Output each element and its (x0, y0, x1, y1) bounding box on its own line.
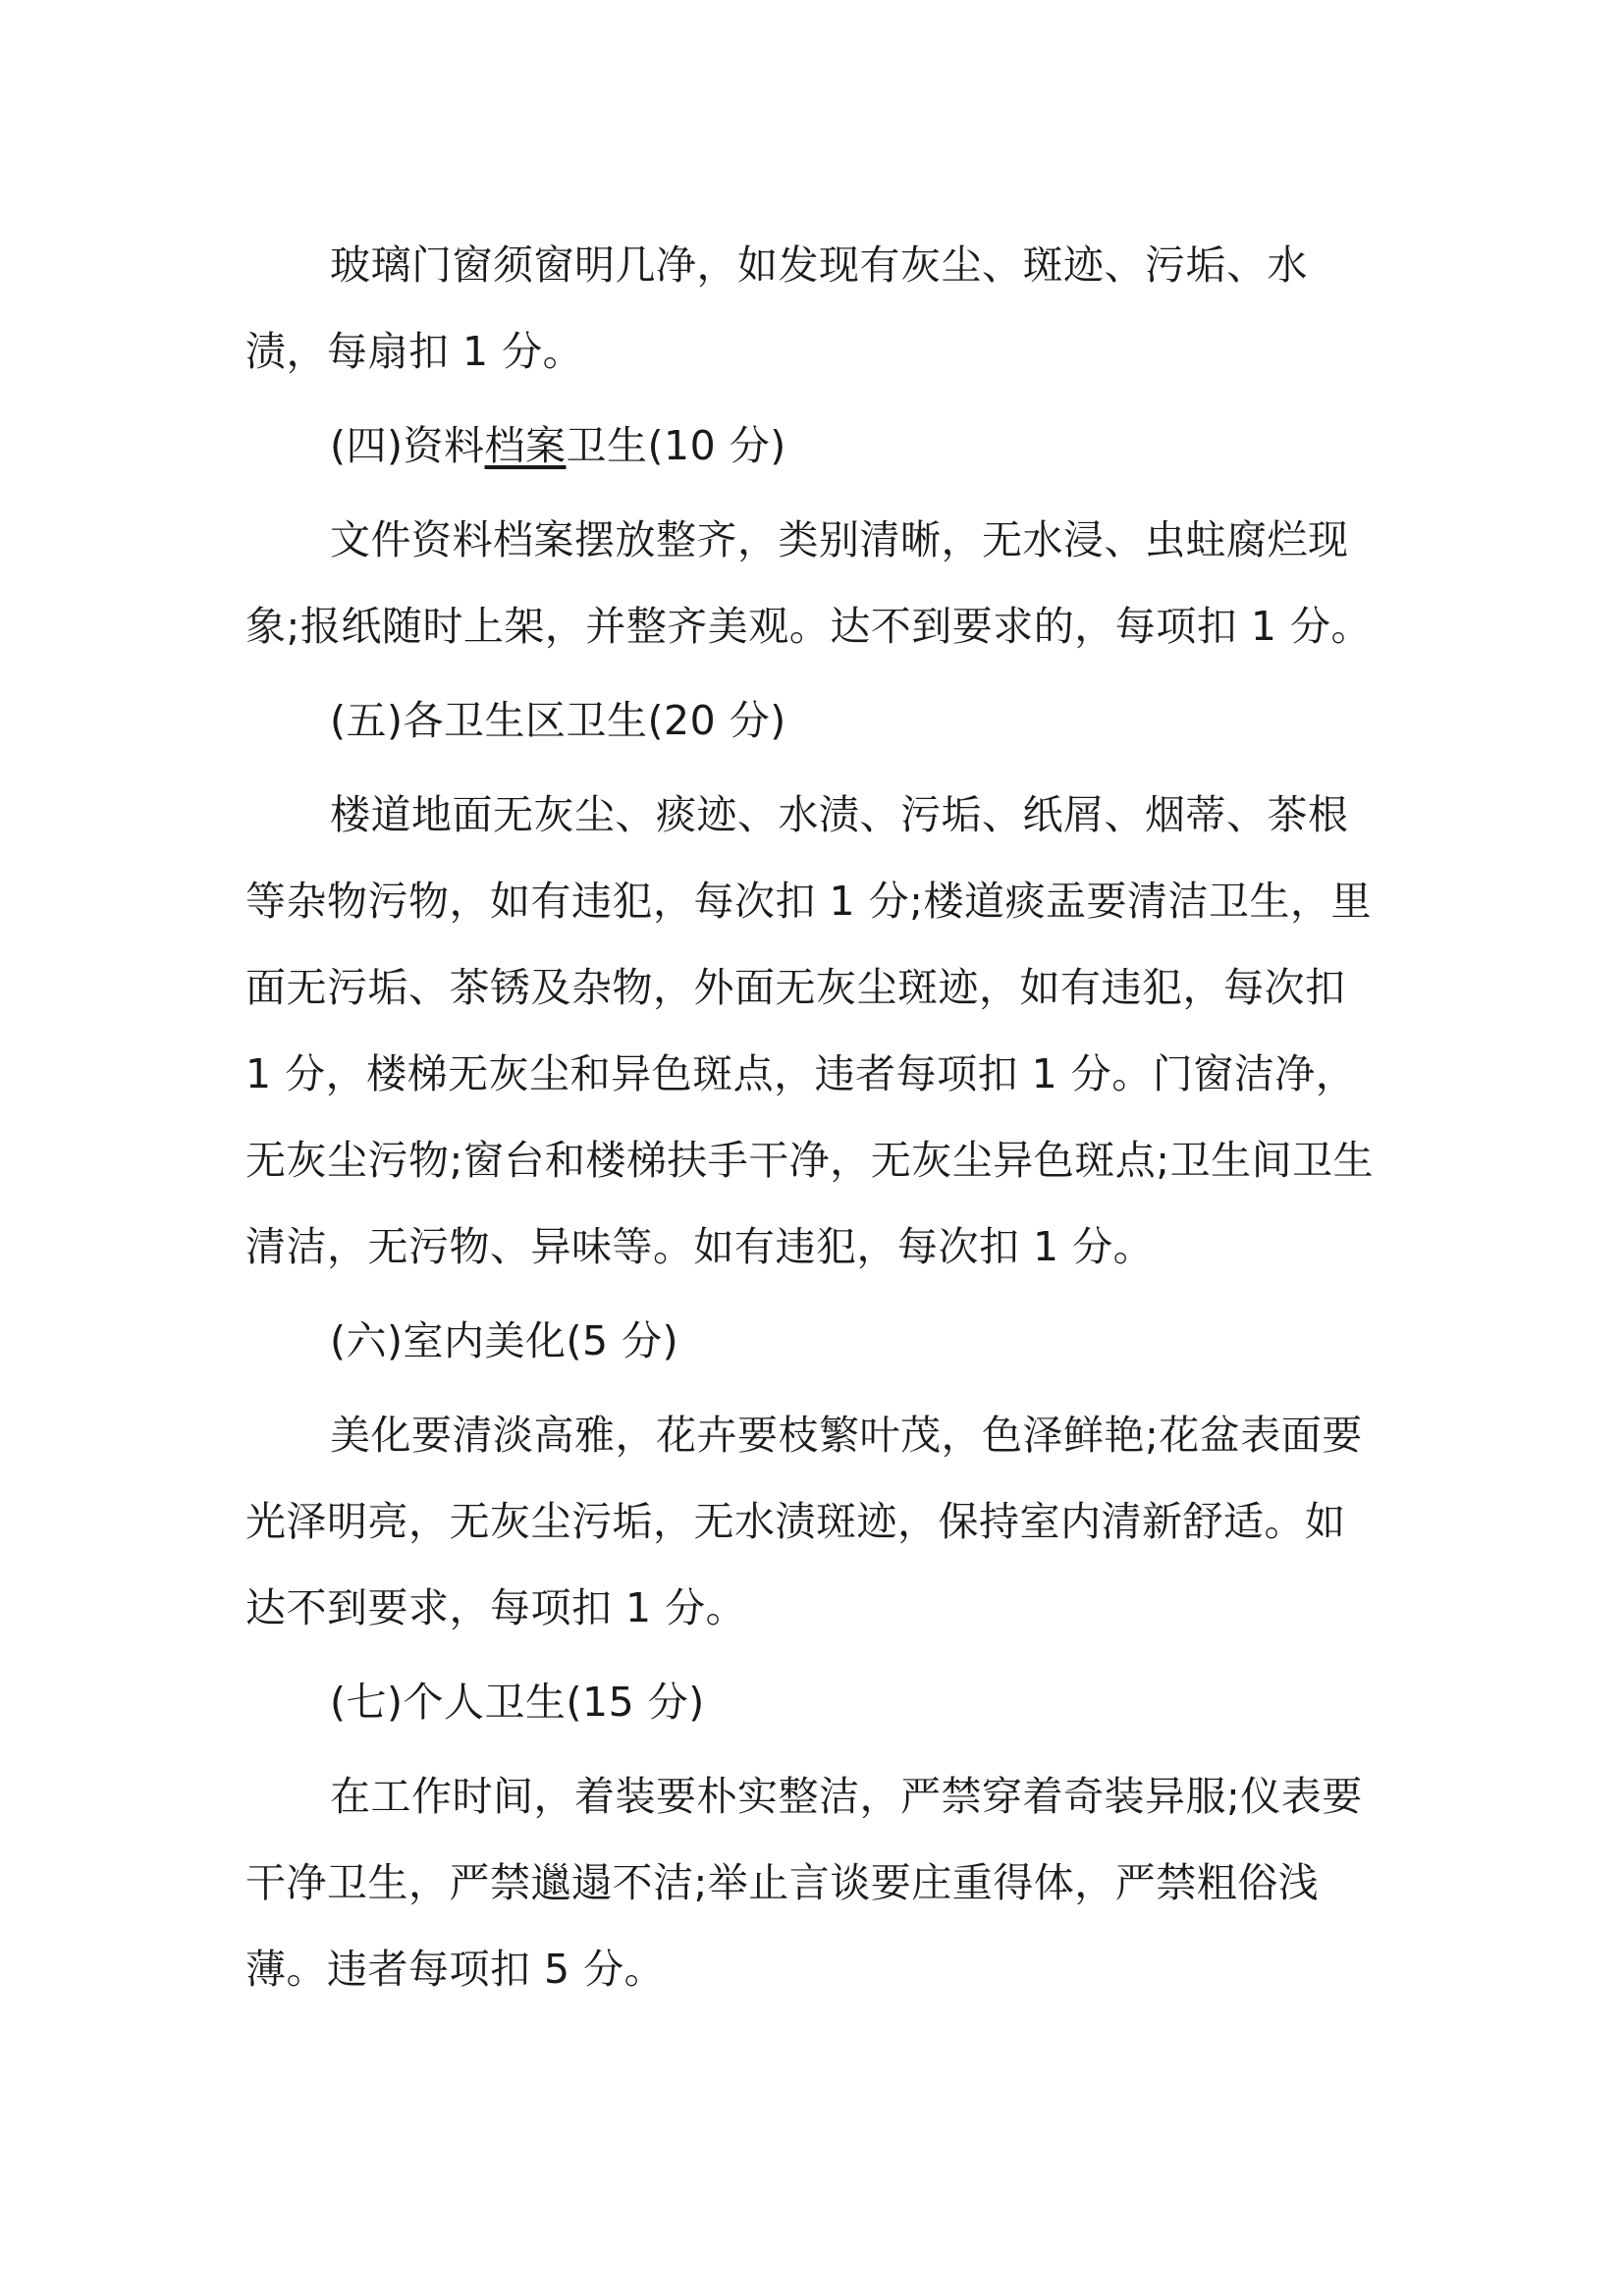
heading-indoor-beautification: (六)室内美化(5 分) (330, 1317, 679, 1364)
document-page (245, 222, 1384, 2012)
paragraph-glass-doors: 玻璃门窗须窗明几净，如发现有灰尘、斑迹、污垢、水渍，每扇扣 1 分。 (245, 241, 1308, 375)
heading-archive-prefix: (四)资料 (330, 422, 485, 469)
heading-archive-hygiene (245, 402, 1384, 489)
heading-personal-hygiene: (七)个人卫生(15 分) (330, 1679, 705, 1726)
paragraph-beautification-rules: 美化要清淡高雅，花卉要枝繁叶茂，色泽鲜艳;花盆表面要光泽明亮，无灰尘污垢，无水渍斑迹，保持室内清新舒适。如达不到要求，每项扣 1 分。 (245, 1412, 1363, 1631)
paragraph-area-rules: 楼道地面无灰尘、痰迹、水渍、污垢、纸屑、烟蒂、茶根等杂物污物，如有违犯，每次扣 1 分;楼道痰盂要清洁卫生，里面无污垢、茶锈及杂物，外面无灰尘斑迹，如有违犯，每次扣 1 分，楼梯无灰尘和异色斑点，违者每项扣 1 分。门窗洁净，无灰尘污物;窗台和楼梯扶手干净，无灰尘异色斑点;卫生间卫生清洁，无污物、异味等。如有违犯，每次扣 1 分。 (245, 791, 1375, 1270)
paragraph-archive-rules: 文件资料档案摆放整齐，类别清晰，无水浸、虫蛀腐烂现象;报纸随时上架，并整齐美观。达不到要求的，每项扣 1 分。 (245, 516, 1372, 650)
heading-area-hygiene: (五)各卫生区卫生(20 分) (330, 697, 786, 744)
paragraph-personal-rules: 在工作时间，着装要朴实整洁，严禁穿着奇装异服;仪表要干净卫生，严禁邋遢不洁;举止言谈要庄重得体，严禁粗俗浅薄。违者每项扣 5 分。 (245, 1773, 1363, 1993)
heading-archive-suffix: 卫生(10 分) (566, 422, 786, 469)
heading-archive-underlined: 档案 (484, 422, 567, 469)
